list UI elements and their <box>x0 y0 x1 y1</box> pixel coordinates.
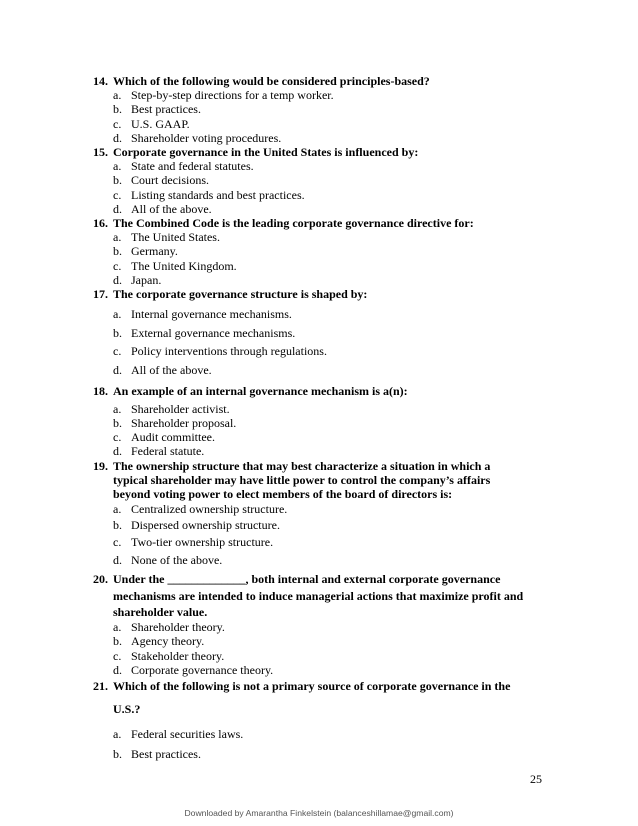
option-text: Agency theory. <box>131 634 205 649</box>
question-text-line: typical shareholder may have little power to control the company’s affairs <box>113 472 491 487</box>
option-letter: b. <box>113 416 122 431</box>
option-20b <box>113 634 563 648</box>
question-list <box>93 74 563 764</box>
option-text: Germany. <box>131 244 178 259</box>
option-text: State and federal statutes. <box>131 159 254 174</box>
option-text: Policy interventions through regulations. <box>131 344 327 359</box>
option-text: Court decisions. <box>131 173 209 188</box>
question-number: 18. <box>93 383 108 398</box>
question-text-line: mechanisms are intended to induce managerial actions that maximize profit and <box>113 588 524 603</box>
option-letter: c. <box>113 535 122 550</box>
option-text: Federal statute. <box>131 444 205 459</box>
option-text: Internal governance mechanisms. <box>131 307 292 322</box>
question-number: 14. <box>93 74 108 88</box>
option-text: External governance mechanisms. <box>131 325 296 340</box>
question-18 <box>93 384 563 398</box>
question-text-line: U.S.? <box>113 701 141 716</box>
option-text: Shareholder proposal. <box>131 416 237 431</box>
option-14a <box>113 88 563 102</box>
question-text-line: Which of the following is not a primary source of corporate governance in the <box>113 678 511 693</box>
option-text: Audit committee. <box>131 430 215 445</box>
option-text: Stakeholder theory. <box>131 648 225 663</box>
option-letter: b. <box>113 102 122 117</box>
option-letter: a. <box>113 307 122 322</box>
option-14d <box>113 131 563 145</box>
option-18a <box>113 402 563 416</box>
option-text: The United States. <box>131 230 220 245</box>
option-16d <box>113 273 563 287</box>
options-17 <box>93 305 563 379</box>
options-15 <box>93 159 563 216</box>
options-21 <box>93 724 563 764</box>
option-text: All of the above. <box>131 201 212 216</box>
question-number: 19. <box>93 458 108 473</box>
option-letter: a. <box>113 401 122 416</box>
option-letter: d. <box>113 363 122 378</box>
option-19d <box>113 551 563 569</box>
option-20a <box>113 620 563 634</box>
option-19b <box>113 517 563 533</box>
option-letter: b. <box>113 173 122 188</box>
option-16b <box>113 244 563 258</box>
option-letter: c. <box>113 187 122 202</box>
option-17c <box>113 342 563 361</box>
option-20c <box>113 649 563 663</box>
option-letter: c. <box>113 344 122 359</box>
option-letter: b. <box>113 634 122 649</box>
question-16 <box>93 216 563 230</box>
option-letter: d. <box>113 662 122 677</box>
option-letter: d. <box>113 553 122 568</box>
question-text-line: The ownership structure that may best characterize a situation in which a <box>113 458 491 473</box>
question-20 <box>93 571 563 620</box>
question-text-line: Under the _____________, both internal and external corporate governance <box>113 572 501 587</box>
question-14 <box>93 74 563 88</box>
option-17a <box>113 305 563 324</box>
options-16 <box>93 230 563 287</box>
question-number: 16. <box>93 216 108 231</box>
option-letter: d. <box>113 201 122 216</box>
question-number: 21. <box>93 678 108 693</box>
question-text-line: shareholder value. <box>113 604 208 619</box>
option-letter: c. <box>113 648 122 663</box>
option-letter: d. <box>113 272 122 287</box>
option-text: Shareholder activist. <box>131 401 230 416</box>
question-number: 15. <box>93 145 108 160</box>
question-21 <box>93 675 563 721</box>
option-letter: c. <box>113 430 122 445</box>
options-14 <box>93 88 563 145</box>
options-19 <box>93 501 563 569</box>
option-letter: a. <box>113 88 122 103</box>
option-text: Japan. <box>131 272 162 287</box>
option-18b <box>113 416 563 430</box>
option-text: Listing standards and best practices. <box>131 187 305 202</box>
option-text: Step-by-step directions for a temp worker. <box>131 88 334 103</box>
option-18d <box>113 444 563 458</box>
question-text: Corporate governance in the United States is influenced by: <box>113 145 419 160</box>
option-text: Dispersed ownership structure. <box>131 518 280 533</box>
option-text: U.S. GAAP. <box>131 116 190 131</box>
option-18c <box>113 430 563 444</box>
option-letter: b. <box>113 244 122 259</box>
option-19a <box>113 501 563 517</box>
option-text: Best practices. <box>131 102 201 117</box>
question-text: An example of an internal governance mechanism is a(n): <box>113 383 408 398</box>
option-text: Shareholder theory. <box>131 620 225 635</box>
option-21a <box>113 724 563 744</box>
option-16c <box>113 259 563 273</box>
option-letter: a. <box>113 502 122 517</box>
option-letter: c. <box>113 258 122 273</box>
option-15c <box>113 188 563 202</box>
question-text: The corporate governance structure is shaped by: <box>113 287 368 302</box>
option-15a <box>113 159 563 173</box>
option-15d <box>113 202 563 216</box>
option-letter: a. <box>113 620 122 635</box>
options-20 <box>93 620 563 677</box>
option-text: Two-tier ownership structure. <box>131 535 274 550</box>
option-letter: d. <box>113 130 122 145</box>
question-19 <box>93 459 563 502</box>
option-text: The United Kingdom. <box>131 258 237 273</box>
option-letter: b. <box>113 325 122 340</box>
option-letter: a. <box>113 159 122 174</box>
question-number: 20. <box>93 572 108 587</box>
option-15b <box>113 173 563 187</box>
option-21b <box>113 744 563 764</box>
page-number: 25 <box>530 772 542 786</box>
question-15 <box>93 145 563 159</box>
option-text: Corporate governance theory. <box>131 662 274 677</box>
option-letter: a. <box>113 230 122 245</box>
option-letter: a. <box>113 726 122 741</box>
question-text: The Combined Code is the leading corporate governance directive for: <box>113 216 474 231</box>
option-14b <box>113 102 563 116</box>
option-letter: d. <box>113 444 122 459</box>
question-text-line: beyond voting power to elect members of the board of directors is: <box>113 487 453 502</box>
option-14c <box>113 117 563 131</box>
option-16a <box>113 230 563 244</box>
option-text: Shareholder voting procedures. <box>131 130 282 145</box>
option-17b <box>113 324 563 343</box>
option-text: Federal securities laws. <box>131 726 244 741</box>
option-letter: b. <box>113 746 122 761</box>
option-17d <box>113 361 563 380</box>
option-19c <box>113 533 563 551</box>
option-letter: c. <box>113 116 122 131</box>
option-text: None of the above. <box>131 553 223 568</box>
option-text: Best practices. <box>131 746 201 761</box>
options-18 <box>93 402 563 459</box>
question-text: Which of the following would be considered principles-based? <box>113 74 430 88</box>
question-number: 17. <box>93 287 108 302</box>
download-footer: Downloaded by Amarantha Finkelstein (balanceshillamae@gmail.com) <box>184 808 454 818</box>
option-text: Centralized ownership structure. <box>131 502 288 517</box>
question-17 <box>93 287 563 301</box>
option-text: All of the above. <box>131 363 212 378</box>
option-letter: b. <box>113 518 122 533</box>
